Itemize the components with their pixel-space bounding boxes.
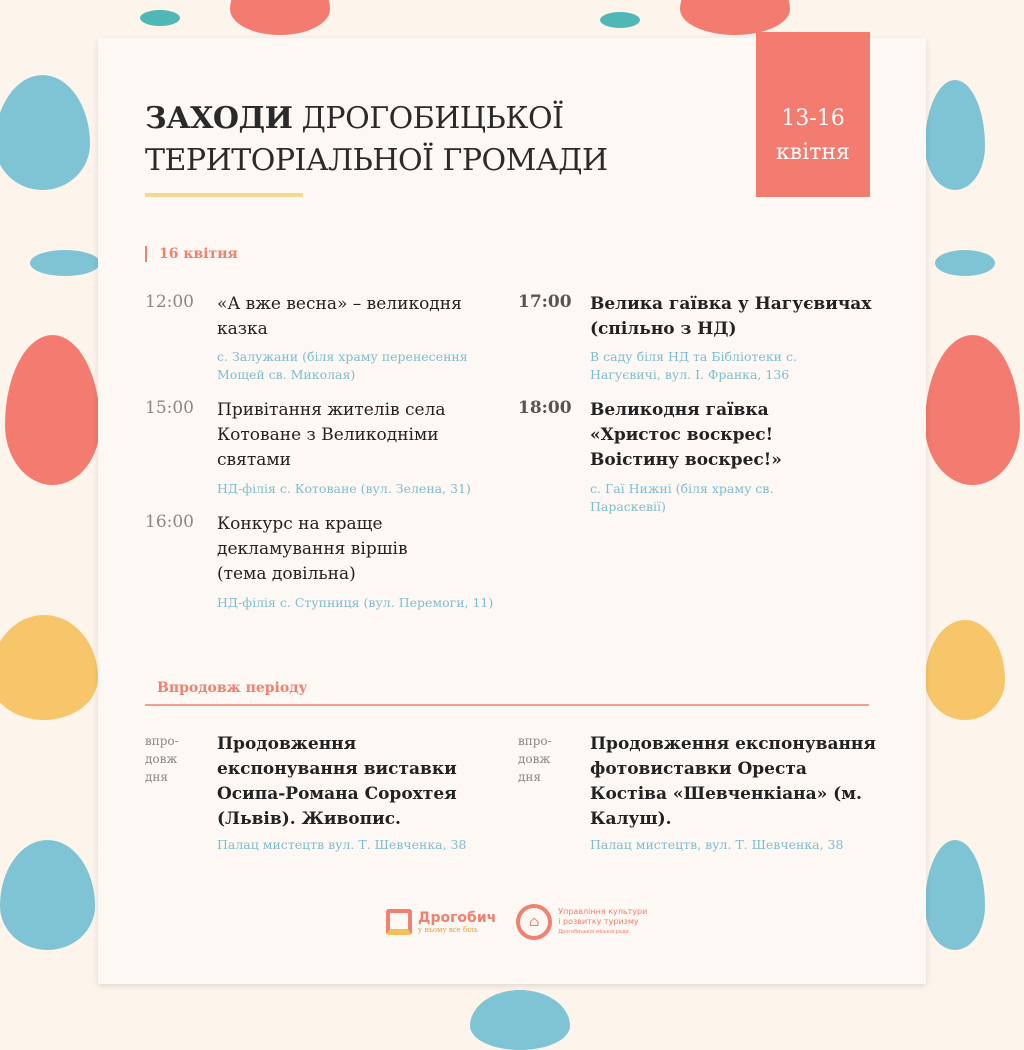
gate-icon [386,909,412,935]
egg-decoration [0,840,95,950]
page-title [145,98,608,182]
event-place: Палац мистецтв, вул. Т. Шевченка, 38 [590,837,844,852]
event-place: с. Залужани (біля храму перенесення Мощей св. Миколая) [217,349,468,382]
event-name: «А вже весна» – великодня казка [217,294,462,339]
footer-logos [386,904,647,940]
title-line1: ДРОГОБИЦЬКОЇ [301,101,564,136]
event-place: с. Гаї Нижні (біля храму св. Параскевії) [590,481,774,514]
egg-decoration [680,0,790,35]
egg-decoration [925,335,1020,485]
event-place: Палац мистецтв вул. Т. Шевченка, 38 [217,837,467,852]
egg-decoration [925,80,985,190]
leaf-decoration [600,12,640,28]
section-period-label: Впродовж періоду [145,680,869,706]
event-time: 17:00 [518,292,572,312]
event-time: 12:00 [145,292,194,312]
building-icon: ⌂ [516,904,552,940]
cloud-decoration [935,250,995,276]
egg-decoration [0,75,90,190]
egg-decoration [5,335,100,485]
egg-decoration [925,840,985,950]
title-line2: ТЕРИТОРІАЛЬНОЇ ГРОМАДИ [145,143,608,178]
event-period: впро-довж дня [518,734,552,784]
logo1-subtitle: у ньому все біль [418,926,478,934]
event-name: Продовження експонування фотовиставки Ореста Костіва «Шевченкіана» (м. Калуш). [590,734,876,829]
event-card [98,38,926,984]
event-place: НД-філія с. Ступниця (вул. Перемоги, 11) [217,595,494,610]
logo2-line1: Управління культури [558,907,648,916]
event-name: Велика гаївка у Нагуєвичах (спільно з НД) [590,294,872,339]
event-place: В саду біля НД та Бібліотеки с. Нагуєвичі, вул. І. Франка, 136 [590,349,797,382]
event-name: Привітання жителів села Котоване з Великодніми святами [217,400,446,470]
section-date-label: 16 квітня [145,246,238,262]
event-time: 18:00 [518,398,572,418]
event-time: 16:00 [145,512,194,532]
event-name: Продовження експонування виставки Осипа-Романа Сорохтея (Львів). Живопис. [217,734,457,829]
egg-decoration [470,990,570,1050]
egg-decoration [925,620,1005,720]
cloud-decoration [30,250,100,276]
event-name: Великодня гаївка «Христос воскрес! Воістину воскрес!» [590,400,782,470]
event-period: впро-довж дня [145,734,179,784]
title-bold: ЗАХОДИ [145,101,293,136]
drohobych-logo [386,909,496,935]
culture-department-logo [516,904,647,940]
event-time: 15:00 [145,398,194,418]
logo2-line2: і розвитку туризму [558,917,639,926]
egg-decoration [230,0,330,35]
event-place: НД-філія с. Котоване (вул. Зелена, 31) [217,481,471,496]
date-range: 13-16 [781,106,845,131]
logo2-line3: Дрогобицької міської ради [558,929,629,935]
title-underline [145,193,303,197]
event-name: Конкурс на краще декламування віршів (тема довільна) [217,514,408,584]
logo1-text: Дрогобич [418,910,497,926]
egg-decoration [0,615,98,720]
leaf-decoration [140,10,180,26]
date-month: квітня [776,140,850,165]
date-badge [756,32,870,197]
